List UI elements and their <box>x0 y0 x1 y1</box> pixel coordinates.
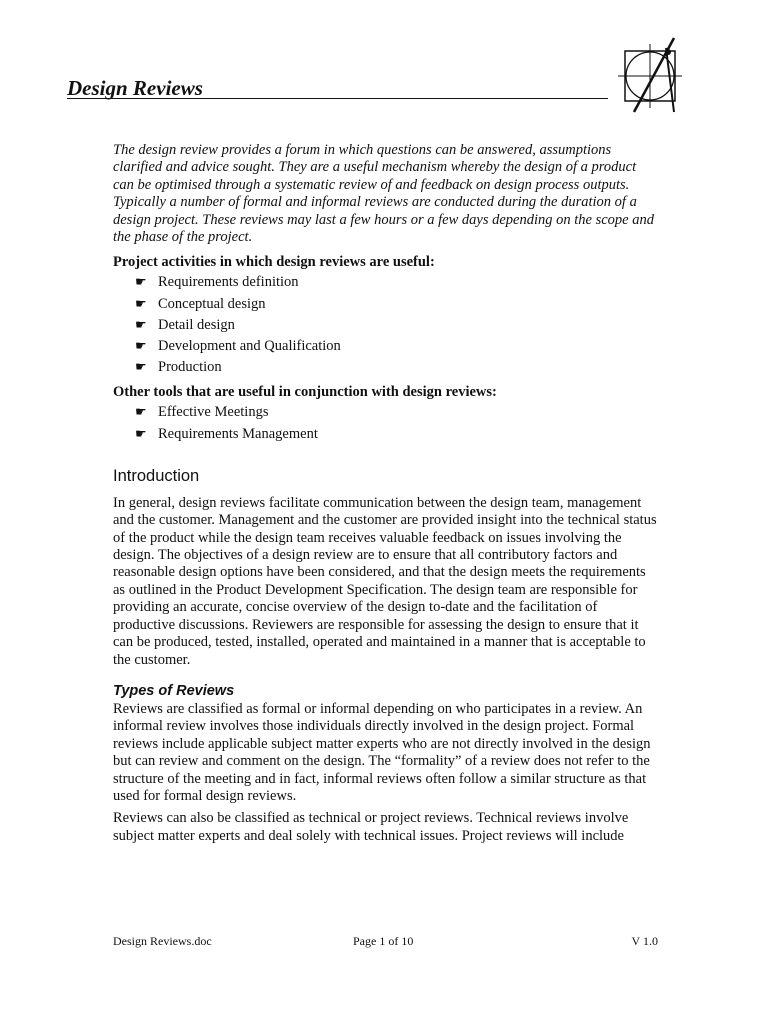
pointing-hand-icon: ☛ <box>135 360 147 376</box>
list-item: ☛ Effective Meetings <box>135 402 658 423</box>
list-item: ☛ Requirements Management <box>135 424 658 445</box>
list-item: ☛ Production <box>135 357 658 378</box>
tools-heading: Other tools that are useful in conjunction with design reviews: <box>113 384 497 401</box>
pointing-hand-icon: ☛ <box>135 275 147 291</box>
list-item: ☛ Development and Qualification <box>135 336 658 357</box>
types-of-reviews-heading: Types of Reviews <box>113 682 235 699</box>
introduction-heading: Introduction <box>113 466 200 485</box>
list-item: ☛ Conceptual design <box>135 294 658 315</box>
pointing-hand-icon: ☛ <box>135 339 147 355</box>
compass-logo-icon <box>616 36 686 116</box>
activities-heading: Project activities in which design reviews are useful: <box>113 254 435 271</box>
main-content <box>113 142 658 850</box>
types-paragraph-1: Reviews are classified as formal or informal depending on who participates in a review. An informal review involves those individuals directly involved in the design project. Formal reviews include applicable subject matter experts who are not directly involved in the design but can review and comment on the design. The “formality” of a review does not refer to the structure of the meeting and in fact, informal reviews often follow a similar structure as that used for formal design reviews. <box>113 700 651 804</box>
footer-version: V 1.0 <box>631 934 658 948</box>
list-item: ☛ Requirements definition <box>135 272 658 293</box>
pointing-hand-icon: ☛ <box>135 296 147 312</box>
introduction-paragraph: In general, design reviews facilitate communication between the design team, management and the customer. Management and the customer are provided insight into the technical status of the product while the design team receives valuable feedback on issues involving the design. The objectives of a design review are to ensure that all contributory factors and reasonable design options have been considered, and that the design meets the requirements as outlined in the Product Development Specification. The design team are responsible for providing an accurate, concise overview of the design to-date and the facilitation of productive discussions. Reviewers are responsible for assessing the design to ensure that it can be produced, tested, installed, operated and maintained in a manner that is acceptable to the customer. <box>113 494 657 668</box>
footer-page-number: Page 1 of 10 <box>353 934 414 948</box>
pointing-hand-icon: ☛ <box>135 426 147 442</box>
tools-list <box>113 402 658 444</box>
list-item: ☛ Detail design <box>135 315 658 336</box>
intro-paragraph: The design review provides a forum in which questions can be answered, assumptions clarified and advice sought. They are a useful mechanism whereby the design of a product can be optimised through a systematic review of and feedback on design process outputs. Typically a number of formal and informal reviews are conducted during the duration of a design project. These reviews may last a few hours or a few days depending on the scope and the phase of the project. <box>113 142 654 246</box>
document-title: Design Reviews <box>67 76 203 100</box>
title-underline <box>67 98 608 99</box>
pointing-hand-icon: ☛ <box>135 405 147 421</box>
footer-filename: Design Reviews.doc <box>113 934 212 948</box>
activities-list <box>113 272 658 378</box>
pointing-hand-icon: ☛ <box>135 317 147 333</box>
types-paragraph-2: Reviews can also be classified as technical or project reviews. Technical reviews involve subject matter experts and deal solely with technical issues. Project reviews will include <box>113 810 629 844</box>
